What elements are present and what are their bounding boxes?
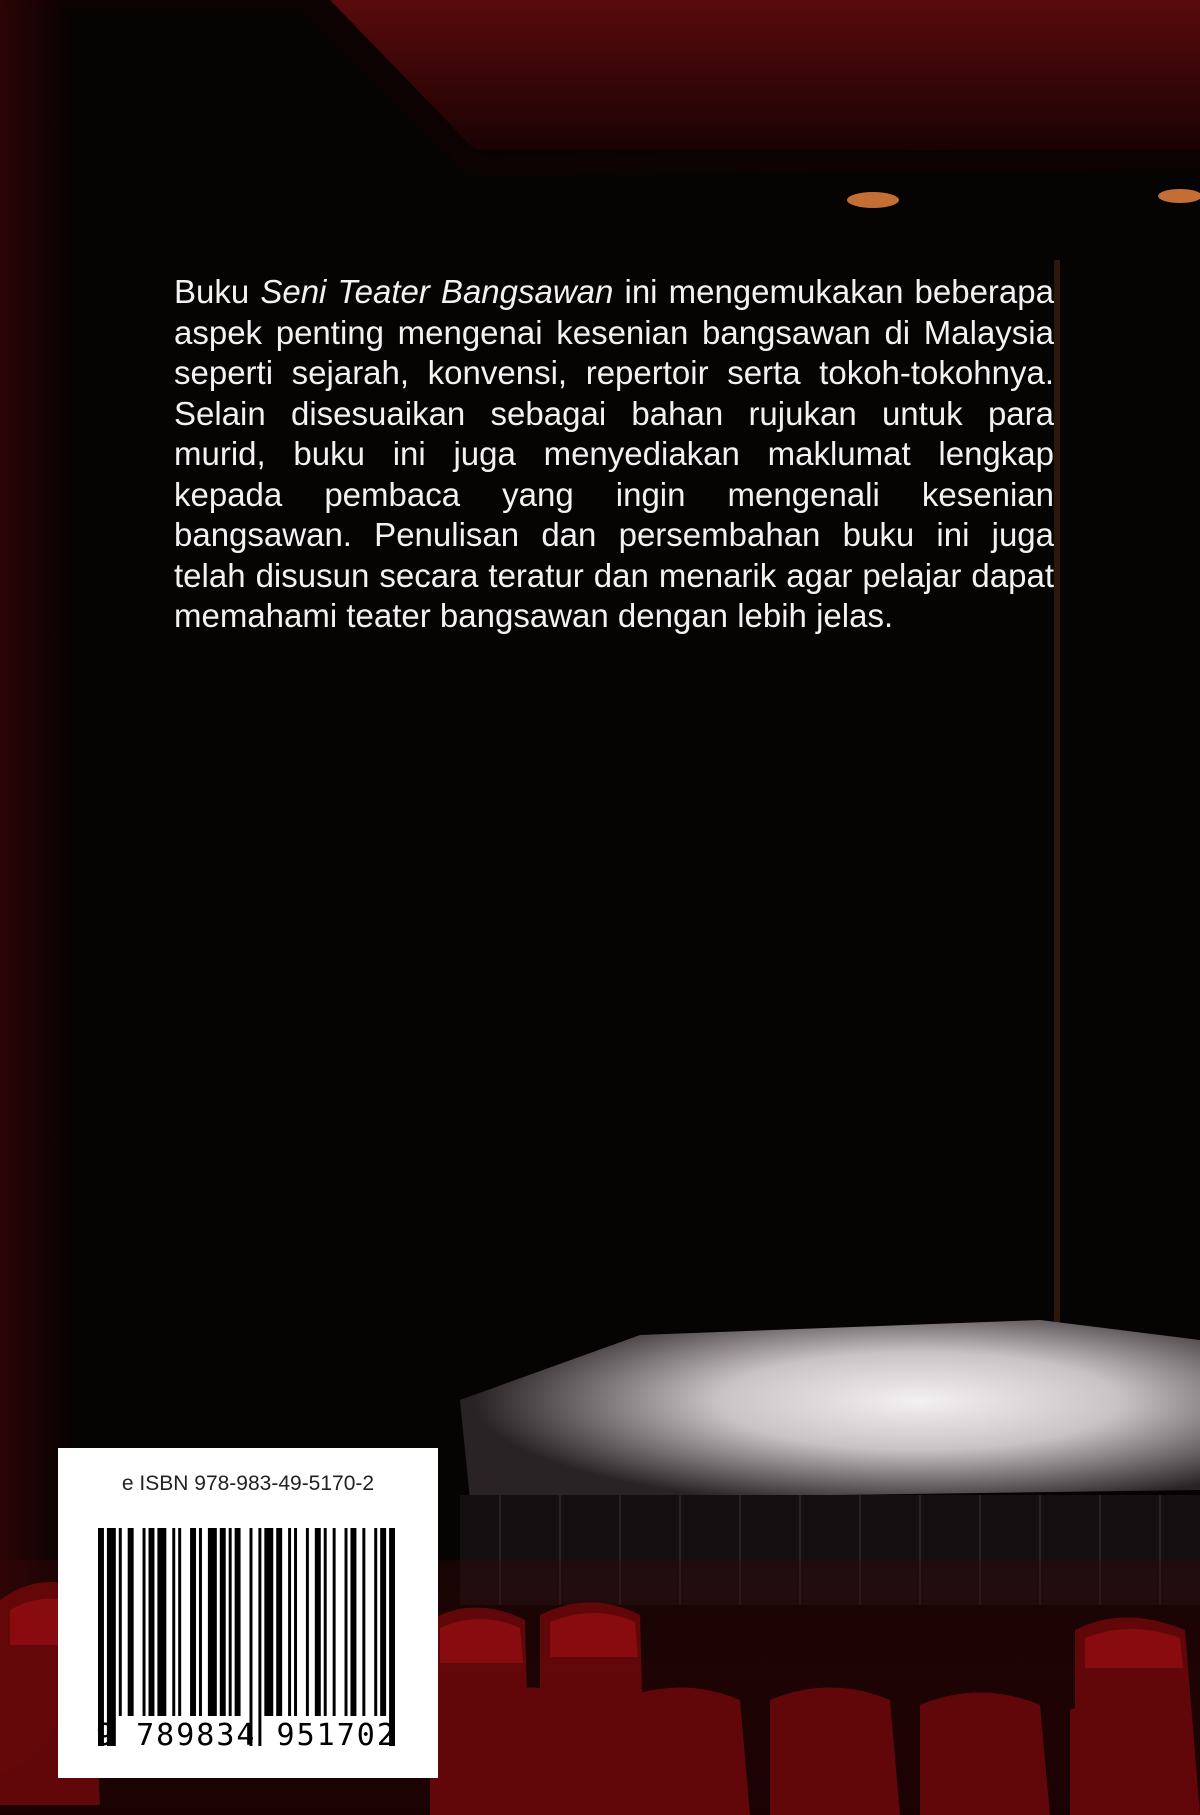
barcode-bar: [374, 1528, 377, 1716]
barcode-bar: [149, 1528, 155, 1716]
barcode-bar: [345, 1528, 348, 1716]
barcode-bar: [264, 1528, 273, 1716]
barcode-bar: [190, 1528, 196, 1716]
barcode-image: [98, 1528, 398, 1746]
barcode-bar: [178, 1528, 181, 1716]
barcode-bar: [288, 1528, 291, 1716]
barcode-bar: [306, 1528, 309, 1716]
barcode-digits: 9 789834 951702: [96, 1718, 397, 1753]
blurb-prefix: Buku: [174, 273, 261, 310]
barcode-bar: [157, 1528, 166, 1716]
barcode-bar: [220, 1528, 226, 1716]
barcode-bar: [294, 1528, 297, 1716]
barcode-bar: [107, 1528, 116, 1746]
barcode-bar: [276, 1528, 282, 1716]
barcode-bar: [208, 1528, 217, 1716]
barcode-bar: [128, 1528, 134, 1716]
barcode-bar: [389, 1528, 395, 1746]
barcode-bar: [199, 1528, 202, 1716]
barcode-bar: [229, 1528, 232, 1716]
barcode-bar: [119, 1528, 122, 1716]
barcode-bar: [249, 1528, 252, 1746]
barcode-bar: [380, 1528, 386, 1716]
barcode-bar: [333, 1528, 336, 1716]
isbn-label: e ISBN 978-983-49-5170-2: [121, 1472, 375, 1495]
barcode-bar: [98, 1528, 104, 1746]
blurb-body: ini mengemukakan beberapa aspek penting mengenai kesenian bangsawan di Malaysia seperti sejarah, konvensi, repertoir serta tokoh-tokohnya. Selain disesuaikan sebagai bahan rujukan untuk para murid, buku ini juga menyediakan maklumat lengkap kepada pembaca yang ingin mengenali kesenian bangsawan. Penulisan dan persembahan buku ini juga telah disusun secara teratur dan menarik agar pelajar dapat memahami teater bangsawan dengan lebih jelas.: [174, 273, 1054, 634]
barcode-bar: [362, 1528, 365, 1716]
barcode-bar: [235, 1528, 241, 1716]
book-title: Seni Teater Bangsawan: [260, 273, 614, 310]
isbn-barcode-panel: [58, 1448, 438, 1778]
barcode-bar: [143, 1528, 146, 1716]
blurb-text: [174, 272, 1054, 637]
barcode-bar: [172, 1528, 175, 1716]
barcode-bar: [324, 1528, 327, 1716]
barcode-bar: [258, 1528, 261, 1746]
barcode-bar: [315, 1528, 321, 1716]
barcode-bar: [350, 1528, 356, 1716]
